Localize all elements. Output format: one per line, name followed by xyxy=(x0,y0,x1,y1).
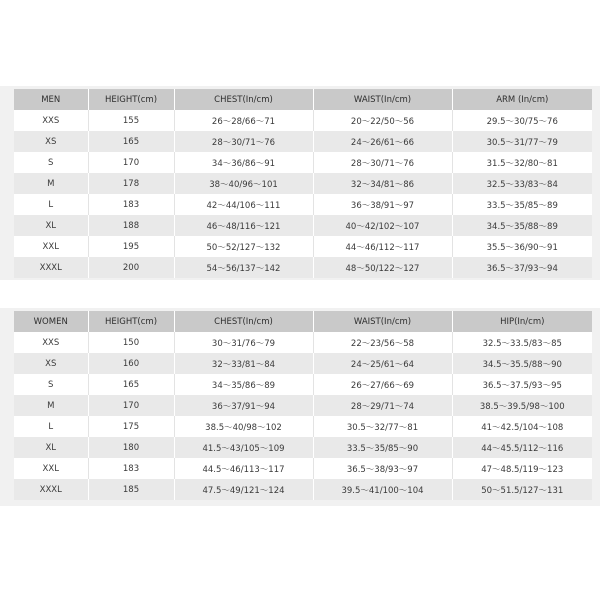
women-header xyxy=(14,311,592,332)
table-row xyxy=(14,437,592,458)
table-row xyxy=(14,110,592,131)
table-cell: 29.5～30/75～76 xyxy=(452,110,592,131)
table-row xyxy=(14,152,592,173)
table-cell: XXXL xyxy=(14,257,88,278)
women-column-header: HEIGHT(cm) xyxy=(88,311,174,332)
table-cell: XXL xyxy=(14,458,88,479)
table-cell: 195 xyxy=(88,236,174,257)
table-cell: 180 xyxy=(88,437,174,458)
table-cell: 30.5～31/77～79 xyxy=(452,131,592,152)
table-cell: 28～29/71～74 xyxy=(313,395,452,416)
table-cell: 41～42.5/104～108 xyxy=(452,416,592,437)
table-row xyxy=(14,194,592,215)
women-rows xyxy=(14,332,592,500)
table-cell: 36.5～38/93～97 xyxy=(313,458,452,479)
table-cell: 24～26/61～66 xyxy=(313,131,452,152)
table-cell: 41.5～43/105～109 xyxy=(174,437,313,458)
table-row xyxy=(14,257,592,278)
table-cell: 44～45.5/112～116 xyxy=(452,437,592,458)
men-column-header: ARM (In/cm) xyxy=(452,89,592,110)
table-cell: 28～30/71～76 xyxy=(313,152,452,173)
table-cell: 175 xyxy=(88,416,174,437)
table-cell: XS xyxy=(14,353,88,374)
table-cell: 50～51.5/127～131 xyxy=(452,479,592,500)
table-cell: XXS xyxy=(14,110,88,131)
table-cell: 39.5～41/100～104 xyxy=(313,479,452,500)
table-cell: 38～40/96～101 xyxy=(174,173,313,194)
table-cell: 30.5～32/77～81 xyxy=(313,416,452,437)
table-cell: 165 xyxy=(88,131,174,152)
table-cell: 50～52/127～132 xyxy=(174,236,313,257)
table-cell: 34.5～35/88～89 xyxy=(452,215,592,236)
table-cell: 47.5～49/121～124 xyxy=(174,479,313,500)
table-cell: 160 xyxy=(88,353,174,374)
table-cell: 32～34/81～86 xyxy=(313,173,452,194)
men-size-chart xyxy=(14,89,592,278)
table-cell: S xyxy=(14,152,88,173)
table-cell: S xyxy=(14,374,88,395)
women-column-header: WOMEN xyxy=(14,311,88,332)
table-cell: 200 xyxy=(88,257,174,278)
table-cell: 20～22/50～56 xyxy=(313,110,452,131)
table-cell: 40～42/102～107 xyxy=(313,215,452,236)
men-column-header: CHEST(In/cm) xyxy=(174,89,313,110)
table-cell: XXXL xyxy=(14,479,88,500)
table-cell: 35.5～36/90～91 xyxy=(452,236,592,257)
table-cell: 33.5～35/85～90 xyxy=(313,437,452,458)
women-size-chart xyxy=(14,311,592,500)
table-row xyxy=(14,416,592,437)
table-cell: 42～44/106～111 xyxy=(174,194,313,215)
table-row xyxy=(14,374,592,395)
table-cell: 28～30/71～76 xyxy=(174,131,313,152)
table-row xyxy=(14,236,592,257)
table-cell: 34～36/86～91 xyxy=(174,152,313,173)
table-cell: 32～33/81～84 xyxy=(174,353,313,374)
table-cell: 32.5～33/83～84 xyxy=(452,173,592,194)
table-row xyxy=(14,395,592,416)
table-cell: 22～23/56～58 xyxy=(313,332,452,353)
table-cell: XXS xyxy=(14,332,88,353)
men-column-header: HEIGHT(cm) xyxy=(88,89,174,110)
table-cell: 188 xyxy=(88,215,174,236)
table-cell: 34～35/86～89 xyxy=(174,374,313,395)
table-cell: 34.5～35.5/88～90 xyxy=(452,353,592,374)
table-cell: XL xyxy=(14,215,88,236)
table-row xyxy=(14,215,592,236)
table-cell: XS xyxy=(14,131,88,152)
table-cell: 54～56/137～142 xyxy=(174,257,313,278)
table-cell: 38.5～40/98～102 xyxy=(174,416,313,437)
table-cell: 32.5～33.5/83～85 xyxy=(452,332,592,353)
men-header-row xyxy=(14,89,592,110)
table-row xyxy=(14,458,592,479)
table-cell: 170 xyxy=(88,395,174,416)
women-column-header: HIP(In/cm) xyxy=(452,311,592,332)
table-cell: XXL xyxy=(14,236,88,257)
table-cell: 33.5～35/85～89 xyxy=(452,194,592,215)
table-cell: 31.5～32/80～81 xyxy=(452,152,592,173)
table-row xyxy=(14,353,592,374)
women-header-row xyxy=(14,311,592,332)
table-cell: L xyxy=(14,416,88,437)
table-cell: 30～31/76～79 xyxy=(174,332,313,353)
table-cell: 47～48.5/119～123 xyxy=(452,458,592,479)
table-cell: 26～28/66～71 xyxy=(174,110,313,131)
table-cell: 26～27/66～69 xyxy=(313,374,452,395)
table-cell: 183 xyxy=(88,194,174,215)
table-cell: 185 xyxy=(88,479,174,500)
women-column-header: CHEST(In/cm) xyxy=(174,311,313,332)
men-rows xyxy=(14,110,592,278)
table-cell: 183 xyxy=(88,458,174,479)
table-cell: 46～48/116～121 xyxy=(174,215,313,236)
table-cell: 36.5～37.5/93～95 xyxy=(452,374,592,395)
table-row xyxy=(14,131,592,152)
table-cell: 36～38/91～97 xyxy=(313,194,452,215)
table-cell: 44.5～46/113～117 xyxy=(174,458,313,479)
table-cell: 178 xyxy=(88,173,174,194)
table-row xyxy=(14,332,592,353)
men-column-header: MEN xyxy=(14,89,88,110)
table-cell: 48～50/122～127 xyxy=(313,257,452,278)
table-cell: 36.5～37/93～94 xyxy=(452,257,592,278)
men-header xyxy=(14,89,592,110)
men-column-header: WAIST(In/cm) xyxy=(313,89,452,110)
table-cell: 170 xyxy=(88,152,174,173)
women-column-header: WAIST(In/cm) xyxy=(313,311,452,332)
table-cell: 165 xyxy=(88,374,174,395)
table-cell: L xyxy=(14,194,88,215)
table-cell: 155 xyxy=(88,110,174,131)
table-cell: 36～37/91～94 xyxy=(174,395,313,416)
table-cell: M xyxy=(14,395,88,416)
table-cell: 38.5～39.5/98～100 xyxy=(452,395,592,416)
table-cell: 44～46/112～117 xyxy=(313,236,452,257)
table-cell: 150 xyxy=(88,332,174,353)
table-row xyxy=(14,173,592,194)
table-cell: 24～25/61～64 xyxy=(313,353,452,374)
table-cell: XL xyxy=(14,437,88,458)
table-row xyxy=(14,479,592,500)
table-cell: M xyxy=(14,173,88,194)
